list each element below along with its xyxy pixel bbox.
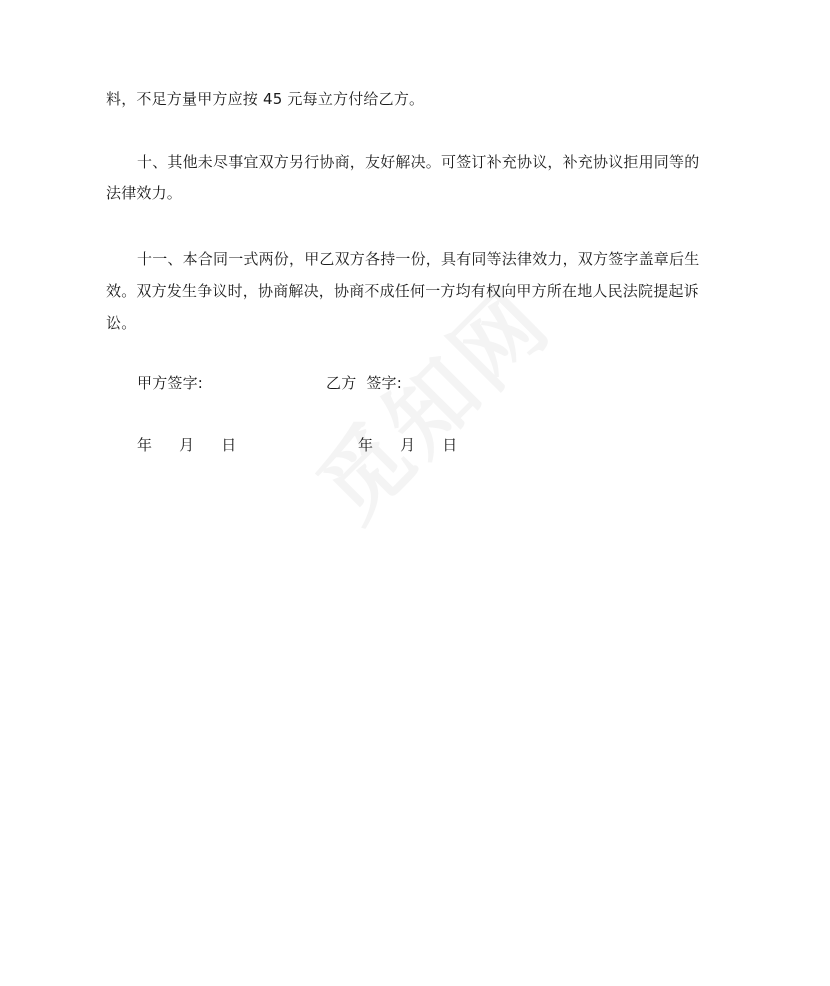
paragraph-line: 效。双方发生争议时，协商解决，协商不成任何一方均有权向甲方所在地人民法院提起诉 xyxy=(106,282,699,300)
paragraph-line: 料，不足方量甲方应按 45 元每立方付给乙方。 xyxy=(106,90,425,108)
date-month: 月 xyxy=(400,436,416,454)
paragraph-line: 十一、本合同一式两份，甲乙双方各持一份，具有同等法律效力，双方签字盖章后生 xyxy=(137,250,700,268)
paragraph-line: 法律效力。 xyxy=(106,184,183,202)
date-year: 年 xyxy=(137,436,153,454)
date-month: 月 xyxy=(179,436,195,454)
watermark xyxy=(287,257,584,554)
party-a-signature-label: 甲方签字: xyxy=(137,374,204,392)
date-year: 年 xyxy=(358,436,374,454)
party-b-date xyxy=(358,435,457,455)
date-day: 日 xyxy=(442,436,458,454)
date-day: 日 xyxy=(221,436,237,454)
party-b-signature-label: 乙方 签字: xyxy=(326,374,402,392)
party-a-date xyxy=(137,435,236,455)
paragraph-line: 讼。 xyxy=(106,314,137,332)
paragraph-line: 十、其他未尽事宜双方另行协商，友好解决。可签订补充协议，补充协议拒用同等的 xyxy=(137,153,700,171)
